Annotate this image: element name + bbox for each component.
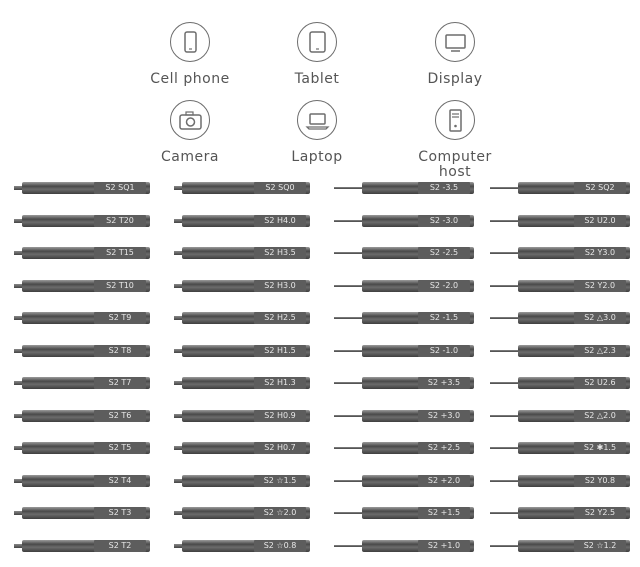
- screwdriver-bit: [488, 473, 636, 489]
- screwdriver-bit: [168, 538, 316, 554]
- device-label: Computer host: [418, 149, 492, 180]
- bit-tip: [334, 252, 364, 254]
- bit-size-label: S2 ✱1.5: [574, 442, 626, 454]
- bit-tip: [490, 285, 520, 287]
- bit-size-label: S2 T3: [94, 507, 146, 519]
- screwdriver-bit: [8, 538, 156, 554]
- bit-size-label: S2 △2.0: [574, 410, 626, 422]
- screwdriver-bit: [168, 440, 316, 456]
- screwdriver-bit: [168, 375, 316, 391]
- screwdriver-bit: [332, 213, 480, 229]
- screwdriver-bit: [488, 538, 636, 554]
- screwdriver-bit: [332, 408, 480, 424]
- screwdriver-bit: [8, 278, 156, 294]
- bit-tip: [490, 220, 520, 222]
- screwdriver-bit: [8, 440, 156, 456]
- screwdriver-bit: [8, 213, 156, 229]
- screwdriver-bit: [8, 343, 156, 359]
- screwdriver-bit: [168, 213, 316, 229]
- screwdriver-bit: [488, 408, 636, 424]
- bit-size-label: S2 Y3.0: [574, 247, 626, 259]
- bit-size-label: S2 T10: [94, 280, 146, 292]
- bit-size-label: S2 H0.9: [254, 410, 306, 422]
- device-label: Camera: [161, 149, 219, 165]
- bit-size-label: S2 H0.7: [254, 442, 306, 454]
- device-label: Display: [427, 71, 483, 87]
- bit-size-label: S2 SQ2: [574, 182, 626, 194]
- bit-tip: [334, 285, 364, 287]
- screwdriver-bit: [8, 505, 156, 521]
- bit-size-label: S2 T4: [94, 475, 146, 487]
- screwdriver-bit: [8, 245, 156, 261]
- bit-size-label: S2 ☆2.0: [254, 507, 306, 519]
- screwdriver-bit: [332, 180, 480, 196]
- screwdriver-bit: [488, 213, 636, 229]
- screwdriver-bit: [8, 473, 156, 489]
- screwdriver-bit: [8, 375, 156, 391]
- bit-tip: [334, 447, 364, 449]
- bit-tip: [334, 187, 364, 189]
- bit-size-label: S2 U2.0: [574, 215, 626, 227]
- bit-tip: [490, 480, 520, 482]
- bit-size-label: S2 -2.0: [418, 280, 470, 292]
- screwdriver-bit: [332, 278, 480, 294]
- screwdriver-bit: [332, 473, 480, 489]
- screwdriver-bit: [8, 408, 156, 424]
- device-label: Cell phone: [150, 71, 230, 87]
- bit-size-label: S2 T2: [94, 540, 146, 552]
- bit-size-label: S2 -1.0: [418, 345, 470, 357]
- bit-tip: [490, 415, 520, 417]
- bit-size-label: S2 ☆1.5: [254, 475, 306, 487]
- bit-size-label: S2 △2.3: [574, 345, 626, 357]
- screwdriver-bit: [332, 245, 480, 261]
- screwdriver-bit: [488, 375, 636, 391]
- bit-tip: [334, 415, 364, 417]
- bit-size-label: S2 ☆0.8: [254, 540, 306, 552]
- bit-tip: [490, 512, 520, 514]
- bit-size-label: S2 H1.5: [254, 345, 306, 357]
- bit-tip: [334, 317, 364, 319]
- bit-size-label: S2 △3.0: [574, 312, 626, 324]
- bit-size-label: S2 T8: [94, 345, 146, 357]
- screwdriver-bit: [488, 245, 636, 261]
- screwdriver-bit: [332, 310, 480, 326]
- bit-tip: [490, 350, 520, 352]
- bit-size-label: S2 SQ1: [94, 182, 146, 194]
- bit-size-label: S2 H1.3: [254, 377, 306, 389]
- screwdriver-bit: [488, 180, 636, 196]
- bit-size-label: S2 Y0.8: [574, 475, 626, 487]
- bit-tip: [334, 382, 364, 384]
- bit-size-label: S2 SQ0: [254, 182, 306, 194]
- bit-size-label: S2 H4.0: [254, 215, 306, 227]
- bit-size-label: S2 +2.5: [418, 442, 470, 454]
- bit-size-label: S2 T15: [94, 247, 146, 259]
- screwdriver-bit: [488, 343, 636, 359]
- bit-size-label: S2 -3.0: [418, 215, 470, 227]
- screwdriver-bit: [168, 343, 316, 359]
- bit-size-label: S2 Y2.0: [574, 280, 626, 292]
- bit-tip: [334, 545, 364, 547]
- screwdriver-bit: [168, 505, 316, 521]
- screwdriver-bit: [168, 180, 316, 196]
- bit-size-label: S2 H3.0: [254, 280, 306, 292]
- bit-tip: [490, 252, 520, 254]
- bit-tip: [334, 350, 364, 352]
- bit-size-label: S2 T9: [94, 312, 146, 324]
- bit-size-label: S2 T6: [94, 410, 146, 422]
- screwdriver-bit: [8, 180, 156, 196]
- bit-size-label: S2 H2.5: [254, 312, 306, 324]
- bit-tip: [334, 220, 364, 222]
- bit-tip: [490, 317, 520, 319]
- device-label: Tablet: [294, 71, 340, 87]
- bit-tip: [334, 512, 364, 514]
- bit-size-label: S2 +1.5: [418, 507, 470, 519]
- screwdriver-bit: [488, 505, 636, 521]
- bit-size-label: S2 +1.0: [418, 540, 470, 552]
- bit-tip: [334, 480, 364, 482]
- device-label: Laptop: [291, 149, 343, 165]
- screwdriver-bit: [332, 343, 480, 359]
- screwdriver-bit: [332, 505, 480, 521]
- screwdriver-bit: [168, 408, 316, 424]
- bit-size-label: S2 T20: [94, 215, 146, 227]
- bit-size-label: S2 +3.5: [418, 377, 470, 389]
- bit-size-label: S2 +2.0: [418, 475, 470, 487]
- screwdriver-bit: [168, 310, 316, 326]
- screwdriver-bit: [488, 310, 636, 326]
- bit-size-label: S2 T7: [94, 377, 146, 389]
- bit-size-label: S2 -2.5: [418, 247, 470, 259]
- bit-size-label: S2 +3.0: [418, 410, 470, 422]
- screwdriver-bit: [168, 245, 316, 261]
- bit-size-label: S2 ☆1.2: [574, 540, 626, 552]
- bit-size-label: S2 T5: [94, 442, 146, 454]
- screwdriver-bit: [168, 278, 316, 294]
- bit-size-label: S2 H3.5: [254, 247, 306, 259]
- screwdriver-bit: [332, 375, 480, 391]
- bit-tip: [490, 187, 520, 189]
- screwdriver-bit: [332, 440, 480, 456]
- bit-size-label: S2 -1.5: [418, 312, 470, 324]
- bit-size-label: S2 Y2.5: [574, 507, 626, 519]
- screwdriver-bit: [168, 473, 316, 489]
- screwdriver-bit: [488, 440, 636, 456]
- bit-size-label: S2 -3.5: [418, 182, 470, 194]
- bit-tip: [490, 447, 520, 449]
- bit-tip: [490, 382, 520, 384]
- screwdriver-bit: [8, 310, 156, 326]
- screwdriver-bit: [488, 278, 636, 294]
- bit-size-label: S2 U2.6: [574, 377, 626, 389]
- screwdriver-bit: [332, 538, 480, 554]
- bit-tip: [490, 545, 520, 547]
